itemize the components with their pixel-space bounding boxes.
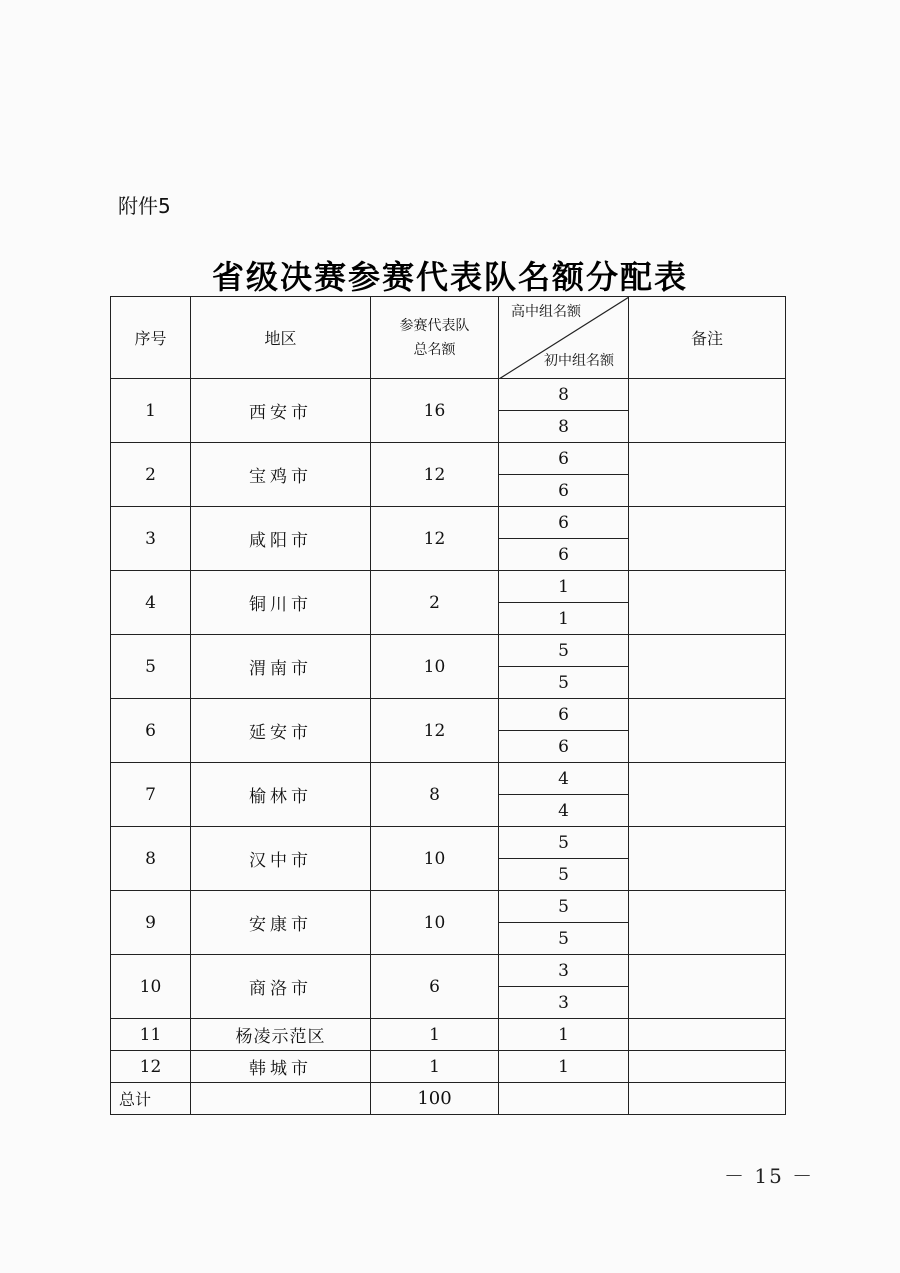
row-senior: 5	[499, 891, 629, 923]
row-senior: 6	[499, 507, 629, 539]
row-single-quota: 1	[499, 1019, 629, 1051]
total-row	[111, 1083, 786, 1115]
row-index: 11	[111, 1019, 191, 1051]
row-region: 铜川市	[191, 571, 371, 635]
row-note	[629, 763, 786, 827]
table-row	[111, 443, 786, 475]
row-note	[629, 955, 786, 1019]
row-index: 10	[111, 955, 191, 1019]
table-row	[111, 955, 786, 987]
row-index: 12	[111, 1051, 191, 1083]
row-note	[629, 635, 786, 699]
header-total	[371, 297, 499, 379]
row-senior: 6	[499, 443, 629, 475]
row-senior: 6	[499, 699, 629, 731]
row-total: 10	[371, 827, 499, 891]
total-value: 100	[371, 1083, 499, 1115]
row-note	[629, 827, 786, 891]
row-total: 2	[371, 571, 499, 635]
row-region: 咸阳市	[191, 507, 371, 571]
header-region: 地区	[191, 297, 371, 379]
row-index: 2	[111, 443, 191, 507]
row-total: 16	[371, 379, 499, 443]
row-single-quota: 1	[499, 1051, 629, 1083]
table-row	[111, 379, 786, 411]
header-index: 序号	[111, 297, 191, 379]
row-region: 宝鸡市	[191, 443, 371, 507]
row-senior: 8	[499, 379, 629, 411]
row-note	[629, 571, 786, 635]
table-row	[111, 635, 786, 667]
header-total-line1: 参赛代表队	[399, 317, 470, 334]
attachment-label: 附件5	[118, 194, 171, 218]
page-number: － 15 －	[724, 1164, 815, 1188]
quota-table	[110, 296, 786, 1115]
row-region: 韩城市	[191, 1051, 371, 1083]
page-title: 省级决赛参赛代表队名额分配表	[211, 258, 688, 296]
header-junior: 初中组名额	[544, 353, 614, 369]
row-total: 6	[371, 955, 499, 1019]
row-total: 12	[371, 443, 499, 507]
table-row	[111, 1051, 786, 1083]
row-note	[629, 1051, 786, 1083]
row-total: 12	[371, 507, 499, 571]
table-row	[111, 699, 786, 731]
row-region: 汉中市	[191, 827, 371, 891]
row-region: 延安市	[191, 699, 371, 763]
row-index: 7	[111, 763, 191, 827]
total-label: 总计	[111, 1083, 191, 1115]
row-senior: 5	[499, 827, 629, 859]
row-index: 9	[111, 891, 191, 955]
row-junior: 4	[499, 795, 629, 827]
header-row	[111, 297, 786, 379]
row-total: 8	[371, 763, 499, 827]
row-junior: 5	[499, 923, 629, 955]
row-total: 1	[371, 1051, 499, 1083]
row-junior: 5	[499, 667, 629, 699]
row-index: 1	[111, 379, 191, 443]
header-senior: 高中组名额	[511, 304, 581, 320]
row-note	[629, 699, 786, 763]
row-senior: 1	[499, 571, 629, 603]
row-region: 杨凌示范区	[191, 1019, 371, 1051]
total-region-blank	[191, 1083, 371, 1115]
row-region: 渭南市	[191, 635, 371, 699]
total-quota-blank	[499, 1083, 629, 1115]
row-senior: 4	[499, 763, 629, 795]
row-index: 4	[111, 571, 191, 635]
row-region: 安康市	[191, 891, 371, 955]
row-note	[629, 443, 786, 507]
row-note	[629, 507, 786, 571]
row-junior: 3	[499, 987, 629, 1019]
row-total: 10	[371, 891, 499, 955]
row-index: 5	[111, 635, 191, 699]
row-junior: 6	[499, 731, 629, 763]
row-total: 1	[371, 1019, 499, 1051]
row-note	[629, 891, 786, 955]
row-index: 3	[111, 507, 191, 571]
row-region: 榆林市	[191, 763, 371, 827]
row-total: 12	[371, 699, 499, 763]
table-row	[111, 763, 786, 795]
row-note	[629, 379, 786, 443]
row-senior: 3	[499, 955, 629, 987]
header-note: 备注	[629, 297, 786, 379]
total-note-blank	[629, 1083, 786, 1115]
header-total-line2: 总名额	[413, 341, 456, 358]
row-junior: 6	[499, 539, 629, 571]
row-junior: 8	[499, 411, 629, 443]
row-note	[629, 1019, 786, 1051]
row-junior: 5	[499, 859, 629, 891]
row-senior: 5	[499, 635, 629, 667]
table-row	[111, 891, 786, 923]
row-junior: 1	[499, 603, 629, 635]
row-index: 6	[111, 699, 191, 763]
table-row	[111, 827, 786, 859]
row-index: 8	[111, 827, 191, 891]
row-region: 西安市	[191, 379, 371, 443]
table-row	[111, 571, 786, 603]
row-region: 商洛市	[191, 955, 371, 1019]
table-row	[111, 507, 786, 539]
table-row	[111, 1019, 786, 1051]
row-junior: 6	[499, 475, 629, 507]
row-total: 10	[371, 635, 499, 699]
header-group-quota	[499, 297, 629, 379]
